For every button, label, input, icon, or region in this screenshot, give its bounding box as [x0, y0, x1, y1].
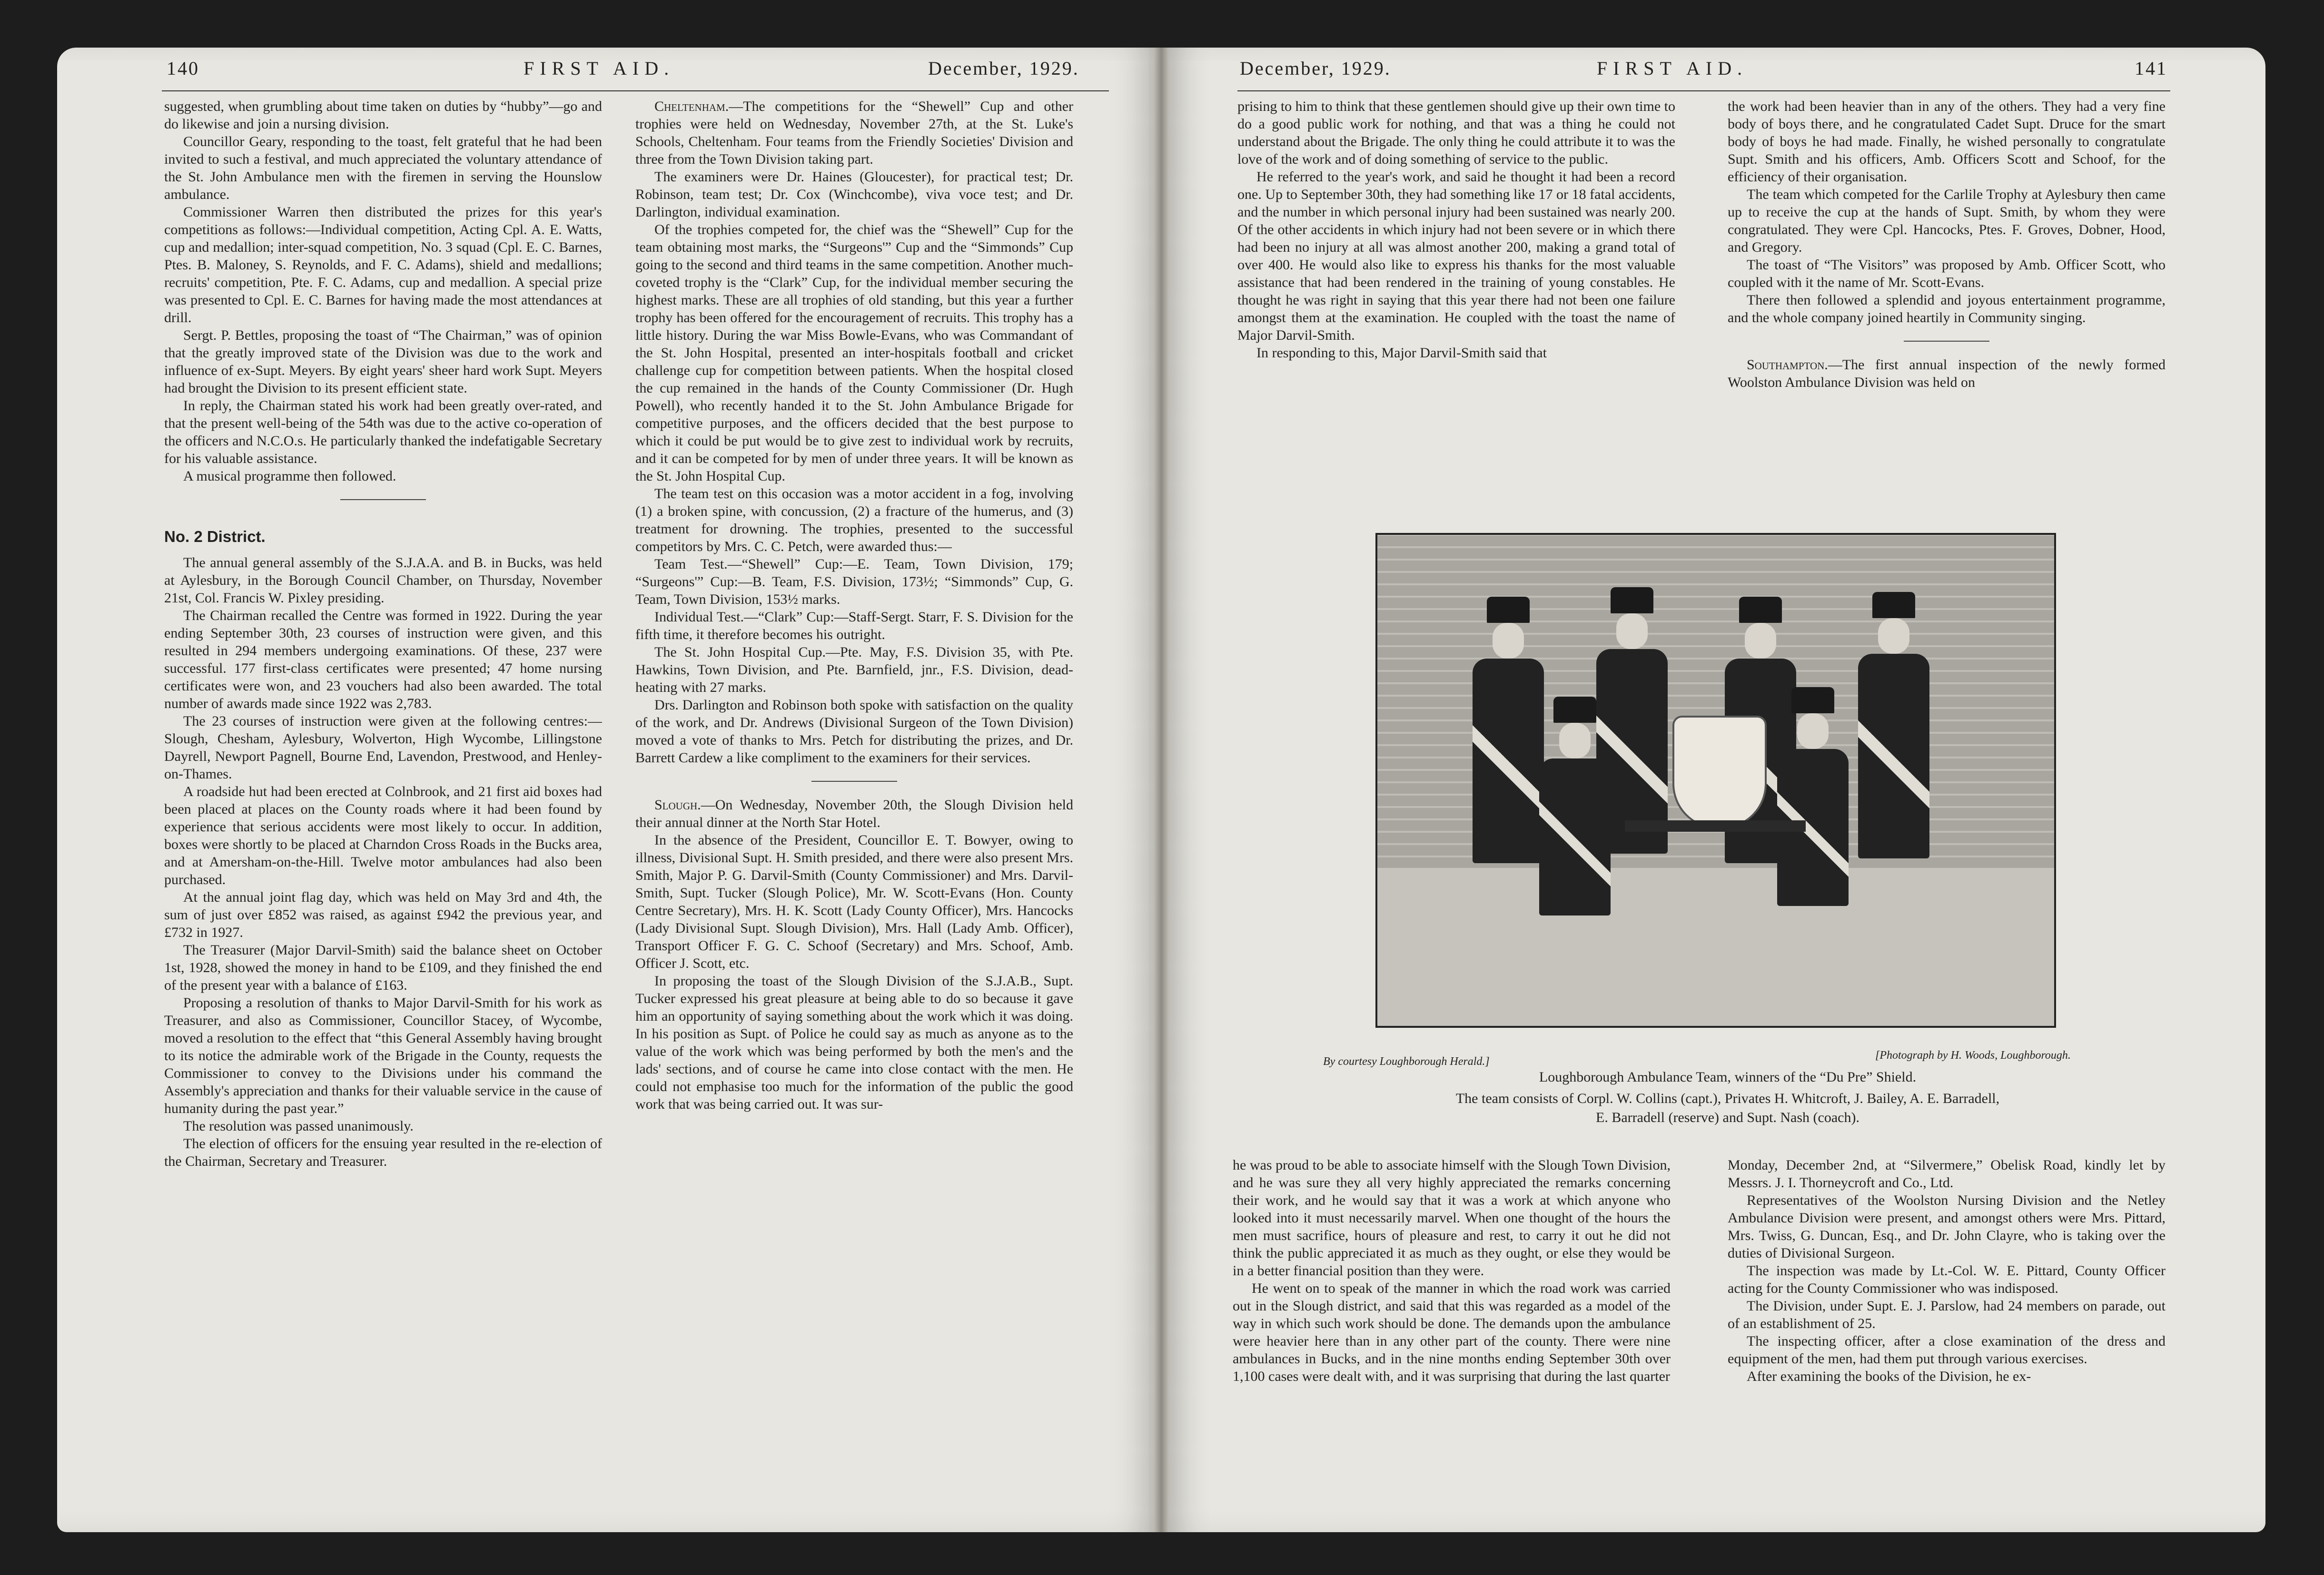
paragraph: The team test on this occasion was a motor accident in a fog, involving (1) a broken spine, with concussion, (2) a fracture of the humerus, and (3) treatment for drowning. The trophies, presented to the successful competitors by Mrs. C. C. Petch, were awarded thus:—: [635, 486, 1073, 554]
paragraph: prising to him to think that these gentlemen should give up their own time to do a good public work for nothing, and that was a thing he could not understand about the Brigade. The only thing he could attribute it to was the love of the work and of doing something of service to the public.: [1237, 98, 1675, 167]
section-divider: [340, 499, 426, 500]
paragraph: The team which competed for the Carlile Trophy at Aylesbury then came up to receive the cup at the hands of Supt. Smith, by whom they were congratulated. They were Cpl. Hancocks, Ptes. F. Groves, Dobner, Hood, and Gregory.: [1728, 187, 2166, 255]
paragraph: The toast of “The Visitors” was proposed by Amb. Officer Scott, who coupled with it the name of Mr. Scott-Evans.: [1728, 257, 2166, 290]
table: [1625, 820, 1806, 832]
journal-title: FIRST AID.: [1597, 58, 1748, 79]
left-column-1: [164, 98, 602, 1316]
paragraph: The resolution was passed unanimously.: [183, 1118, 414, 1134]
section-lead: Slough.: [654, 797, 701, 813]
seated-member: [1534, 697, 1615, 915]
paragraph: Commissioner Warren then distributed the prizes for this year's competitions as follows:—Individual competition, Acting Cpl. A. E. Watts, cup and medallion; inter-squad competition, No. 3 squad (Cpl. E. C. Barnes, Ptes. B. Maloney, S. Reynolds, and F. C. Adams), shield and medallions; recruits' competition, Pte. F. C. Adams, cup and medallion. A special prize was presented to Cpl. E. C. Barnes for having made the most attendances at drill.: [164, 204, 602, 325]
paragraph: A roadside hut had been erected at Colnbrook, and 21 first aid boxes had been placed at places on the County roads where it had been found by experience that serious accidents were most likely to occur. In addition, boxes were shortly to be placed at Charndon Cross Roads in the Bucks area, and at Amersham-on-the-Hill. Twelve motor ambulances had also been purchased.: [164, 784, 602, 887]
paragraph: He referred to the year's work, and said he thought it had been a record one. Up to September 30th, they had something like 17 or 18 fatal accidents, and the number in which personal injury had been sustained was nearly 200. Of the other accidents in which injury had not been severe or in which there had been no injury at all was almost another 200, making a grand total of over 400. He would also like to express his thanks for the most valuable assistance that had been rendered in the training of young constables. He thought he was right in saying that this year there had not been one failure amongst them at the examination. He coupled with the toast the name of Major Darvil-Smith.: [1237, 169, 1675, 343]
section-divider: [1904, 341, 1989, 342]
photo-caption-line: E. Barradell (reserve) and Supt. Nash (coach).: [1596, 1110, 1859, 1125]
paragraph: A musical programme then followed.: [183, 468, 396, 484]
issue-date: December, 1929.: [1240, 58, 1391, 79]
paragraph: In reply, the Chairman stated his work had been greatly over-rated, and that the present well-being of the 54th was due to the active co-operation of the officers and N.C.O.s. He particularly thanked the indefatigable Secretary for his valuable assistance.: [164, 398, 602, 466]
paragraph: The Chairman recalled the Centre was formed in 1922. During the year ending September 30th, 23 courses of instruction were given, and this resulted in 294 members undergoing examinations. Of these, 237 were successful. 177 first-class certificates were presented; 47 home nursing certificates were won, and 23 vouchers had also been awarded. The total number of awards made since 1922 was 2,783.: [164, 608, 602, 711]
section-lead: Southampton.: [1747, 357, 1828, 373]
paragraph: At the annual joint flag day, which was held on May 3rd and 4th, the sum of just over £852 was raised, as against £942 the previous year, and £732 in 1927.: [164, 889, 602, 940]
paragraph: Drs. Darlington and Robinson both spoke with satisfaction on the quality of the work, and Dr. Andrews (Divisional Surgeon of the Town Division) moved a vote of thanks to Mrs. Petch for distributing the prizes, and Dr. Barrett Cardew a like compliment to the examiners for their services.: [635, 697, 1073, 766]
paragraph: The annual general assembly of the S.J.A.A. and B. in Bucks, was held at Aylesbury, in the Borough Council Chamber, on Thursday, November 21st, Col. Francis W. Pixley presiding.: [164, 555, 602, 606]
paragraph: There then followed a splendid and joyous entertainment programme, and the whole company joined heartily in Community singing.: [1728, 292, 2166, 325]
paragraph: Sergt. P. Bettles, proposing the toast of “The Chairman,” was of opinion that the greatly improved state of the Division was due to the work and influence of ex-Supt. Meyers. By eight years' sheer hard work Supt. Meyers had brought the Division to its present efficient state.: [164, 327, 602, 396]
paragraph: The Division, under Supt. E. J. Parslow, had 24 members on parade, out of an establishment of 25.: [1728, 1298, 2166, 1331]
paragraph: the work had been heavier than in any of the others. They had a very fine body of boys there, and he congratulated Cadet Supt. Druce for the smart body of boys he had made. Finally, he wished personally to congratulate Supt. Smith and his officers, Amb. Officers Scott and Schoof, for the efficiency of their organisation.: [1728, 98, 2166, 185]
paragraph: In responding to this, Major Darvil-Smith said that: [1256, 345, 1547, 361]
standing-member: [1853, 592, 1934, 858]
photo-caption-title: Loughborough Ambulance Team, winners of the “Du Pre” Shield.: [1539, 1069, 1917, 1085]
section-heading: No. 2 District.: [164, 528, 266, 545]
right-column-1: [1237, 98, 1675, 507]
paragraph: The St. John Hospital Cup.—Pte. May, F.S. Division 35, with Pte. Hawkins, Town Division, and Pte. Barnfield, jnr., F.S. Division, dead-heating with 27 marks.: [635, 644, 1073, 695]
paragraph: Individual Test.—“Clark” Cup:—Staff-Sergt. Starr, F. S. Division for the fifth time, it therefore becomes his outright.: [635, 609, 1073, 642]
book-spine: [1154, 48, 1168, 1532]
paragraph: After examining the books of the Division, he ex-: [1747, 1368, 2031, 1384]
du-pre-shield: [1672, 716, 1767, 829]
paragraph: —The competitions for the “Shewell” Cup and other trophies were held on Wednesday, November 27th, at the St. Luke's Schools, Cheltenham. Four teams from the Friendly Societies' Division and three from the Town Division taking part.: [635, 98, 1073, 167]
paragraph: The Treasurer (Major Darvil-Smith) said the balance sheet on October 1st, 1928, showed the money in hand to be £109, and they finished the end of the present year with a balance of £163.: [164, 942, 602, 993]
left-header: [167, 57, 1118, 86]
paragraph: The 23 courses of instruction were given at the following centres:—Slough, Chesham, Aylesbury, Wolverton, High Wycombe, Lillingstone Dayrell, Newport Pagnell, Bourne End, Lavendon, Prestwood, and Henley-on-Thames.: [164, 713, 602, 782]
paragraph: Monday, December 2nd, at “Silvermere,” Obelisk Road, kindly let by Messrs. J. I. Thorneycroft and Co., Ltd.: [1728, 1157, 2166, 1191]
header-rule: [162, 90, 1109, 91]
left-column-2: [635, 98, 1073, 1316]
paragraph: he was proud to be able to associate himself with the Slough Town Division, and he was sure they all very highly appreciated the remarks concerning their work, and he would say that it was a work at which anyone who looked into it must necessarily marvel. When one thought of the hours the men must sacrifice, hours of pleasure and rest, to carry it out he did not think the public appreciated it as much as they ought, or else they would be in a better financial position than they were.: [1233, 1157, 1671, 1279]
photo-caption-line: The team consists of Corpl. W. Collins (capt.), Privates H. Whitcroft, J. Bailey, A. E. Barradell,: [1455, 1091, 2000, 1106]
photo-credit-right: [Photograph by H. Woods, Loughborough.: [1875, 1049, 2071, 1062]
right-column-2: [1728, 98, 2166, 507]
right-column-3: [1233, 1156, 1671, 1480]
paragraph: suggested, when grumbling about time taken on duties by “hubby”—go and do likewise and join a nursing division.: [164, 98, 602, 132]
section-divider: [811, 781, 897, 782]
paragraph: —On Wednesday, November 20th, the Slough Division held their annual dinner at the North Star Hotel.: [635, 797, 1073, 830]
paragraph: The inspection was made by Lt.-Col. W. E. Pittard, County Officer acting for the County Commissioner who was indisposed.: [1728, 1263, 2166, 1296]
paragraph: The election of officers for the ensuing year resulted in the re-election of the Chairman, Secretary and Treasurer.: [164, 1136, 602, 1169]
paragraph: In the absence of the President, Councillor E. T. Bowyer, owing to illness, Divisional Supt. H. Smith presided, and there were also present Mrs. Smith, Major P. G. Darvil-Smith (County Commissioner) and Mrs. Darvil-Smith, Supt. Tucker (Slough Police), Mr. W. Scott-Evans (Hon. County Centre Secretary), Mrs. H. K. Scott (Lady County Officer), Mrs. Hancocks (Lady Divisional Supt. Slough Division), Mrs. Hall (Lady Amb. Officer), Transport Officer F. G. C. Schoof (Secretary) and Mrs. Schoof, Amb. Officer J. Scott, etc.: [635, 832, 1073, 971]
paragraph: Representatives of the Woolston Nursing Division and the Netley Ambulance Division were present, and amongst others were Mrs. Pittard, Mrs. Twiss, G. Duncan, Esq., and Dr. John Clayre, who is taking over the duties of Divisional Surgeon.: [1728, 1192, 2166, 1261]
floor: [1377, 868, 2054, 1028]
issue-date: December, 1929.: [928, 58, 1079, 79]
paragraph: Councillor Geary, responding to the toast, felt grateful that he had been invited to such a festival, and much appreciated the voluntary attendance of the St. John Ambulance men with the firemen in serving the Hounslow ambulance.: [164, 134, 602, 202]
paragraph: Of the trophies competed for, the chief was the “Shewell” Cup for the team obtaining most marks, the “Surgeons'” Cup and the “Simmonds” Cup going to the second and third teams in the same competition. Another much-coveted trophy is the “Clark” Cup, for the individual member securing the highest marks. These are all trophies of old standing, but this year a further trophy has been offered for the encouragement of recruits. This trophy has a little history. During the war Miss Bowle-Evans, who was Commandant of the St. John Hospital, presented an inter-hospitals football and cricket challenge cup for competition between patients. When the hospital closed the cup remained in the hands of the County Commissioner (Dr. Hugh Powell), who recently handed it to the St. John Ambulance Brigade for competitive purposes, and the officers decided that the best purpose to which it could be put would be to give zest to individual work by recruits, and it can be competed for by men of under three years. It will be known as the St. John Hospital Cup.: [635, 222, 1073, 484]
paragraph: —The first annual inspection of the newly formed Woolston Ambulance Division was held on: [1728, 357, 2166, 390]
seated-member: [1772, 687, 1853, 906]
paragraph: Proposing a resolution of thanks to Major Darvil-Smith for his work as Treasurer, and also as Commissioner, Councillor Stacey, of Wycombe, moved a resolution to the effect that “this General Assembly having brought to its notice the admirable work of the Brigade in the County, requests the Commissioner to convey to the Divisions under his command the Assembly's appreciation and thanks for their valuable service in the cause of humanity during the past year.”: [164, 995, 602, 1116]
page-number: 141: [2135, 58, 2167, 79]
right-column-4: [1728, 1156, 2166, 1480]
paragraph: The inspecting officer, after a close examination of the dress and equipment of the men, had them put through various exercises.: [1728, 1333, 2166, 1367]
paragraph: Team Test.—“Shewell” Cup:—E. Team, Town Division, 179; “Surgeons'” Cup:—B. Team, F.S. Division, 173½; “Simmonds” Cup, G. Team, Town Division, 153½ marks.: [635, 556, 1073, 607]
section-lead: Cheltenham.: [654, 98, 729, 114]
page-number: 140: [167, 58, 199, 79]
journal-title: FIRST AID.: [524, 58, 675, 79]
paragraph: The examiners were Dr. Haines (Gloucester), for practical test; Dr. Robinson, team test; Dr. Cox (Winchcombe), viva voce test; and Dr. Darlington, individual examination.: [635, 169, 1073, 220]
paragraph: In proposing the toast of the Slough Division of the S.J.A.B., Supt. Tucker expressed his great pleasure at being able to do so because it gave him an opportunity of saying something about the work which it was doing. In his position as Supt. of Police he could say as much as anyone as to the value of the work which was being performed by both the men's and the lads' sections, and of course he came into close contact with the men. He could not emphasise too much for the information of the public the good work that was being carried out. It was sur-: [635, 973, 1073, 1112]
header-rule: [1237, 90, 2170, 91]
photo-credit-left: By courtesy Loughborough Herald.]: [1323, 1055, 1490, 1068]
team-photograph: [1375, 533, 2056, 1028]
right-header: [1240, 57, 2192, 86]
paragraph: He went on to speak of the manner in which the road work was carried out in the Slough district, and said that this was regarded as a model of the way in which such work should be done. The demands upon the ambulance were heavier here than in any other part of the county. There were nine ambulances in Bucks, and in the nine months ending September 30th over 1,100 cases were dealt with, and it was surprising that during the last quarter: [1233, 1280, 1671, 1384]
